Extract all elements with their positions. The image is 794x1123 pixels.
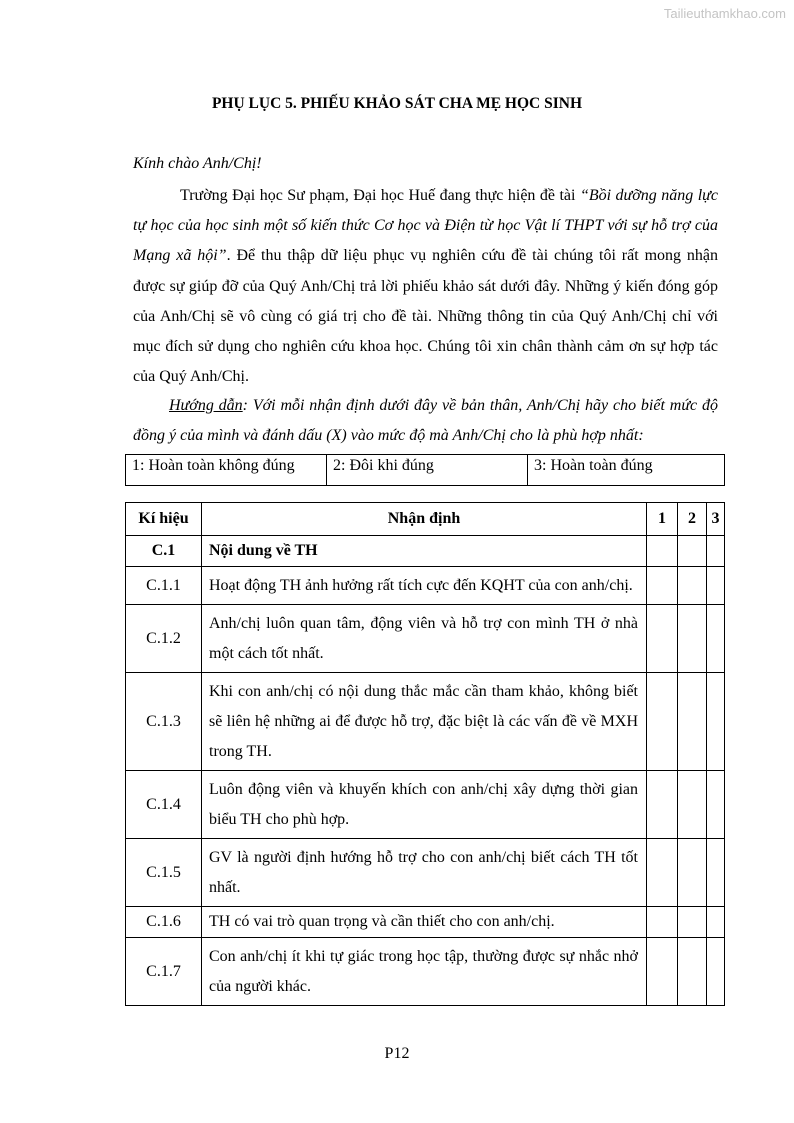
row-code: C.1.6 [126, 907, 202, 938]
section-code: C.1 [126, 536, 202, 567]
row-statement: GV là người định hướng hỗ trợ cho con anh/chị biết cách TH tốt nhất. [202, 839, 647, 907]
table-row [126, 938, 725, 1006]
greeting: Kính chào Anh/Chị! [133, 155, 262, 172]
table-row [126, 673, 725, 771]
header-level-3: 3 [707, 503, 725, 536]
header-level-1: 1 [647, 503, 678, 536]
rating-cell[interactable] [647, 567, 678, 605]
section-title: Nội dung về TH [202, 536, 647, 567]
rating-cell[interactable] [647, 907, 678, 938]
watermark: Tailieuthamkhao.com [663, 6, 786, 21]
rating-cell[interactable] [678, 907, 707, 938]
row-statement: Khi con anh/chị có nội dung thắc mắc cần tham khảo, không biết sẽ liên hệ những ai để được hỗ trợ, đặc biệt là các vấn đề về MXH trong TH. [202, 673, 647, 771]
rating-cell[interactable] [678, 771, 707, 839]
scale-option-2: 2: Đôi khi đúng [327, 455, 528, 486]
table-header [126, 503, 725, 536]
intro-paragraph [133, 181, 718, 392]
table-row [126, 839, 725, 907]
rating-cell[interactable] [707, 567, 725, 605]
table-row [126, 567, 725, 605]
row-code: C.1.5 [126, 839, 202, 907]
instructions-text: : Với mỗi nhận định dưới đây về bản thân, Anh/Chị hãy cho biết mức độ đồng ý của mình và đánh dấu (X) vào mức độ mà Anh/Chị cho là phù hợp nhất: [133, 397, 718, 444]
row-statement: Con anh/chị ít khi tự giác trong học tập, thường được sự nhắc nhở của người khác. [202, 938, 647, 1006]
header-statement: Nhận định [202, 503, 647, 536]
rating-cell[interactable] [707, 907, 725, 938]
rating-cell[interactable] [647, 938, 678, 1006]
row-statement: Luôn động viên và khuyến khích con anh/chị xây dựng thời gian biểu TH cho phù hợp. [202, 771, 647, 839]
row-code: C.1.3 [126, 673, 202, 771]
rating-cell[interactable] [707, 536, 725, 567]
instructions [133, 391, 718, 451]
table-row [126, 907, 725, 938]
row-code: C.1.2 [126, 605, 202, 673]
row-statement: Anh/chị luôn quan tâm, động viên và hỗ trợ con mình TH ở nhà một cách tốt nhất. [202, 605, 647, 673]
scale-option-3: 3: Hoàn toàn đúng [528, 455, 725, 486]
row-code: C.1.7 [126, 938, 202, 1006]
intro-text-1: Trường Đại học Sư phạm, Đại học Huế đang thực hiện đề tài [180, 187, 580, 204]
table-row [126, 605, 725, 673]
rating-cell[interactable] [647, 673, 678, 771]
row-code: C.1.1 [126, 567, 202, 605]
table-row [126, 771, 725, 839]
rating-cell[interactable] [678, 673, 707, 771]
rating-cell[interactable] [678, 605, 707, 673]
survey-table [125, 502, 725, 1006]
section-row [126, 536, 725, 567]
scale-option-1: 1: Hoàn toàn không đúng [126, 455, 327, 486]
rating-cell[interactable] [707, 771, 725, 839]
instructions-label: Hướng dẫn [169, 397, 243, 414]
rating-cell[interactable] [678, 938, 707, 1006]
rating-cell[interactable] [707, 605, 725, 673]
rating-cell[interactable] [678, 567, 707, 605]
row-statement: TH có vai trò quan trọng và cần thiết cho con anh/chị. [202, 907, 647, 938]
rating-cell[interactable] [707, 673, 725, 771]
rating-cell[interactable] [707, 839, 725, 907]
rating-cell[interactable] [678, 536, 707, 567]
rating-cell[interactable] [647, 605, 678, 673]
header-code: Kí hiệu [126, 503, 202, 536]
page-number: P12 [384, 1045, 410, 1062]
rating-cell[interactable] [678, 839, 707, 907]
header-level-2: 2 [678, 503, 707, 536]
rating-cell[interactable] [647, 771, 678, 839]
rating-cell[interactable] [707, 938, 725, 1006]
page-title: PHỤ LỤC 5. PHIẾU KHẢO SÁT CHA MẸ HỌC SINH [211, 95, 583, 112]
row-code: C.1.4 [126, 771, 202, 839]
intro-text-2: . Để thu thập dữ liệu phục vụ nghiên cứu đề tài chúng tôi rất mong nhận được sự giúp đỡ của Quý Anh/Chị trả lời phiếu khảo sát dưới đây. Những ý kiến đóng góp của Anh/Chị sẽ vô cùng có giá trị cho đề tài. Những thông tin của Quý Anh/Chị chỉ với mục đích sử dụng cho nghiên cứu khoa học. Chúng tôi xin chân thành cảm ơn sự hợp tác của Quý Anh/Chị. [133, 247, 718, 386]
rating-scale [125, 454, 725, 486]
intro-topic: “Bồi dưỡng năng lực tự học của học sinh một số kiến thức Cơ học và Điện từ học Vật lí THPT với sự hỗ trợ của Mạng xã hội” [133, 187, 719, 265]
rating-cell[interactable] [647, 536, 678, 567]
row-statement: Hoạt động TH ảnh hưởng rất tích cực đến KQHT của con anh/chị. [202, 567, 647, 605]
rating-cell[interactable] [647, 839, 678, 907]
